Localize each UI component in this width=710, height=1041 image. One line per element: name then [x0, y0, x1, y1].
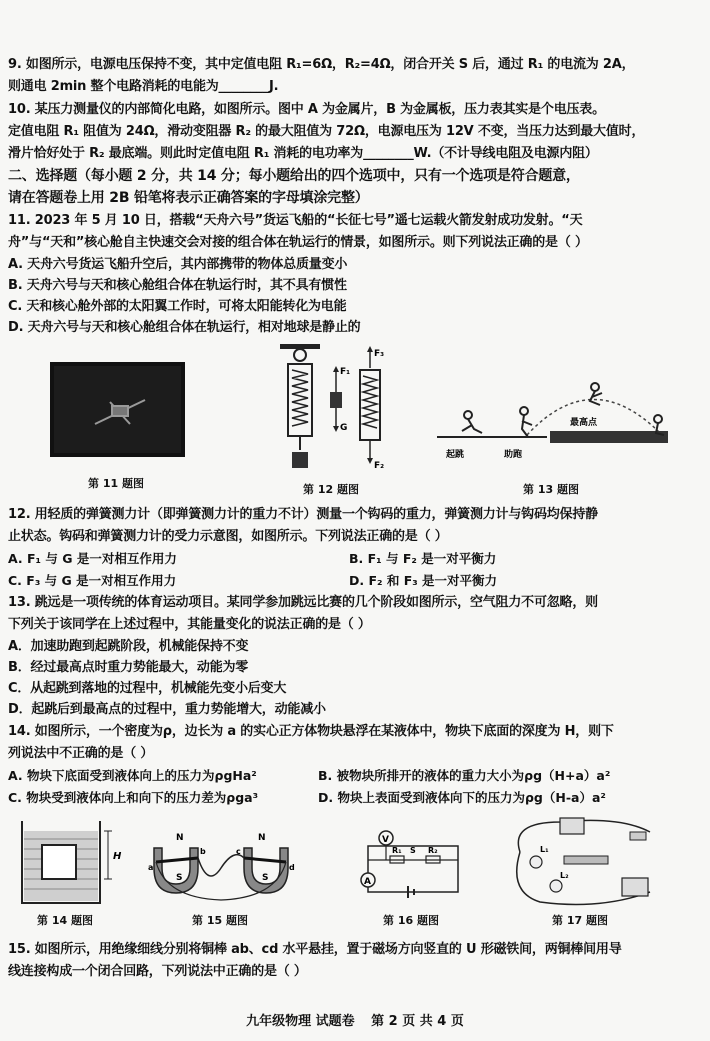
- q15-line-2: 线连接构成一个闭合回路，下列说法中正确的是（ ）: [8, 964, 307, 979]
- q10-line-1: 10. 某压力测量仪的内部简化电路，如图所示。图中 A 为金属片，B 为金属板，压力表其实是个电压表。: [8, 102, 605, 117]
- fig15-d-label: d: [289, 863, 295, 872]
- fig14-caption: 第 14 题图: [37, 914, 93, 927]
- fig16-circuit-diagram: [350, 822, 470, 907]
- q9-line-1: 9. 如图所示，电源电压保持不变，其中定值电阻 R₁=6Ω，R₂=4Ω，闭合开关 S 后，通过 R₁ 的电流为 2A，: [8, 57, 635, 72]
- fig16-r1-label: R₁: [392, 846, 402, 855]
- q11-line-2: 舟”与“天和”核心舱自主快速交会对接的组合体在轨运行的情景，如图所示。则下列说法正确的是（ ）: [8, 235, 588, 250]
- q11-option-b: B. 天舟六号与天和核心舱组合体在轨运行时，其不具有惯性: [8, 278, 347, 293]
- footer-subject: 九年级物理 试题卷: [246, 1014, 355, 1029]
- section-2-instructions: 请在答题卷上用 2B 铅笔将表示正确答案的字母填涂完整）: [8, 190, 369, 206]
- fig16-voltmeter-label: V: [382, 835, 389, 845]
- fig12-f3-label: F₃: [374, 349, 385, 359]
- fig15-a-label: a: [148, 863, 154, 872]
- fig12-caption: 第 12 题图: [303, 483, 359, 496]
- q11-option-c: C. 天和核心舱外部的太阳翼工作时，可将太阳能转化为电能: [8, 299, 347, 314]
- fig15-s-left: S: [176, 873, 183, 883]
- fig12-f2-label: F₂: [374, 461, 385, 471]
- fig17-l1-label: L₁: [540, 845, 549, 854]
- fig17-physical-circuit: [500, 812, 670, 912]
- q12-option-b: B. F₁ 与 F₂ 是一对平衡力: [349, 551, 497, 566]
- q14-line-1: 14. 如图所示，一个密度为ρ，边长为 a 的实心正方体物块悬浮在某液体中，物块下底面的深度为 H，则下: [8, 724, 614, 739]
- fig13-runup-label: 助跑: [504, 450, 523, 460]
- fig13-takeoff-label: 起跳: [446, 450, 465, 460]
- q13-option-a: A．加速助跑到起跳阶段，机械能保持不变: [8, 639, 249, 654]
- fig15-b-label: b: [200, 847, 206, 856]
- q14-option-c: C. 物块受到液体向上和向下的压力差为ρga³: [8, 790, 259, 805]
- q9-line-2: 则通电 2min 整个电路消耗的电能为________J.: [8, 79, 279, 94]
- q10-line-2: 定值电阻 R₁ 阻值为 24Ω，滑动变阻器 R₂ 的最大阻值为 72Ω，电源电压为 12V 不变，当压力达到最大值时，: [8, 124, 645, 139]
- fig12-spring-scale-diagram: [270, 340, 390, 480]
- fig13-caption: 第 13 题图: [523, 483, 579, 496]
- q12-option-d: D. F₂ 和 F₃ 是一对平衡力: [349, 573, 498, 588]
- q14-option-a: A. 物块下底面受到液体向上的压力为ρgHa²: [8, 768, 257, 783]
- fig16-ammeter-label: A: [364, 877, 371, 887]
- page-footer: [0, 1010, 710, 1029]
- q14-option-b: B. 被物块所排开的液体的重力大小为ρg（H+a）a²: [318, 768, 611, 783]
- q10-line-3: 滑片恰好处于 R₂ 最底端。则此时定值电阻 R₁ 消耗的电功率为________W.（不计导线电阻及电源内阻）: [8, 146, 598, 161]
- fig13-peak-label: 最高点: [570, 418, 598, 428]
- fig13-long-jump-diagram: [432, 375, 672, 465]
- q13-option-c: C．从起跳到落地的过程中，机械能先变小后变大: [8, 681, 287, 696]
- fig17-caption: 第 17 题图: [552, 914, 608, 927]
- fig15-magnet-diagram: [146, 818, 296, 908]
- fig14-beaker-diagram: [18, 815, 128, 910]
- fig12-f1-label: F₁: [340, 367, 351, 377]
- fig11-caption: 第 11 题图: [88, 477, 144, 490]
- q13-line-1: 13. 跳远是一项传统的体育运动项目。某同学参加跳远比赛的几个阶段如图所示，空气阻力不可忽略，则: [8, 595, 598, 610]
- q12-line-2: 止状态。钩码和弹簧测力计的受力示意图，如图所示。下列说法正确的是（ ）: [8, 529, 448, 544]
- q11-option-a: A. 天舟六号货运飞船升空后，其内部携带的物体总质量变小: [8, 257, 348, 272]
- q13-option-d: D．起跳后到最高点的过程中，重力势能增大，动能减小: [8, 702, 326, 717]
- fig15-n-left: N: [176, 833, 184, 843]
- q14-line-2: 列说法中不正确的是（ ）: [8, 746, 154, 761]
- fig17-l2-label: L₂: [560, 871, 569, 880]
- fig15-c-label: c: [236, 847, 241, 856]
- fig12-g-label: G: [340, 423, 348, 433]
- q15-line-1: 15. 如图所示，用绝缘细线分别将铜棒 ab、cd 水平悬挂，置于磁场方向竖直的 U 形磁铁间，两铜棒间用导: [8, 942, 622, 957]
- q13-option-b: B．经过最高点时重力势能最大，动能为零: [8, 660, 249, 675]
- fig16-switch-label: S: [410, 846, 416, 855]
- fig15-s-right: S: [262, 873, 269, 883]
- section-2-title: 二、选择题（每小题 2 分，共 14 分；每小题给出的四个选项中，只有一个选项是符合题意，: [8, 168, 580, 184]
- q14-option-d: D. 物块上表面受到液体向下的压力为ρg（H-a）a²: [318, 790, 606, 805]
- q11-line-1: 11. 2023 年 5 月 10 日，搭载“天舟六号”货运飞船的“长征七号”遥七运载火箭发射成功发射。“天: [8, 213, 583, 228]
- q13-line-2: 下列关于该同学在上述过程中，其能量变化的说法正确的是（ ）: [8, 617, 371, 632]
- fig16-r2-label: R₂: [428, 846, 438, 855]
- fig15-caption: 第 15 题图: [192, 914, 248, 927]
- q12-line-1: 12. 用轻质的弹簧测力计（即弹簧测力计的重力不计）测量一个钩码的重力，弹簧测力计与钩码均保持静: [8, 507, 598, 522]
- q12-option-c: C. F₃ 与 G 是一对相互作用力: [8, 573, 177, 588]
- q11-option-d: D. 天舟六号与天和核心舱组合体在轨运行，相对地球是静止的: [8, 320, 361, 335]
- fig16-caption: 第 16 题图: [383, 914, 439, 927]
- fig15-n-right: N: [258, 833, 266, 843]
- footer-page-number: 第 2 页 共 4 页: [371, 1014, 464, 1029]
- q12-option-a: A. F₁ 与 G 是一对相互作用力: [8, 551, 177, 566]
- fig14-h-label: H: [113, 851, 122, 862]
- fig11-space-photo: [50, 362, 185, 457]
